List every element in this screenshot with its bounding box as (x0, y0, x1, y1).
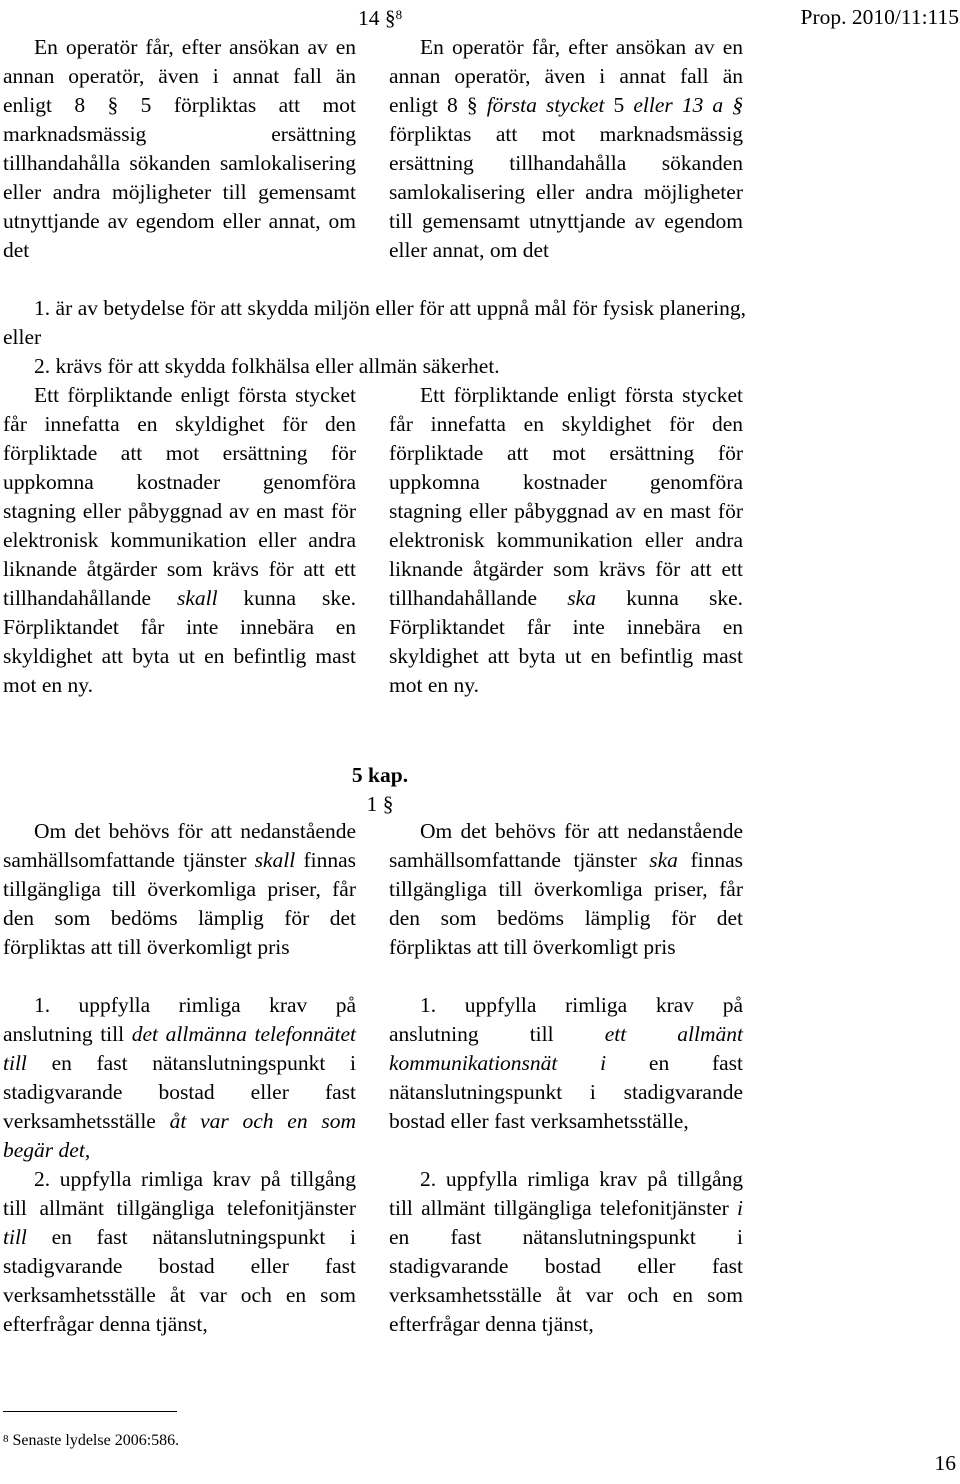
chapter-title: 5 kap. (351, 763, 409, 787)
footnote-text: Senaste lydelse 2006:586. (12, 1432, 180, 1449)
chapter-section: 1 § (366, 792, 394, 816)
new-text-paragraph-2: Ett förpliktande enligt första stycket får innefatta en skyldighet för den förpliktade att mot ersättning för uppkomna kostnader genomföra stagning eller påbyggnad av en mast för elektronisk kommunikation eller andra liknande åtgärder som krävs för att ett tillhandahållande ska kunna ske. Förpliktandet får inte innebära en skyldighet att byta ut en befintlig mast mot en ny. (389, 383, 744, 697)
item-2: 2. krävs för att skydda folkhälsa eller allmän säkerhet. (34, 354, 500, 378)
section-heading (350, 4, 410, 33)
new-text-item-1: 1. uppfylla rimliga krav på anslutning till ett allmänt kommunikationsnät i en fast nätanslutningspunkt i stadigvarande bostad eller fast verksamhetsställe, (389, 993, 744, 1133)
footnote (3, 1431, 179, 1451)
item-1: 1. är av betydelse för att skydda miljön eller för att uppnå mål för fysisk planering, eller (3, 296, 746, 349)
old-text-paragraph-3: Om det behövs för att nedanstående samhällsomfattande tjänster skall finnas tillgängliga till överkomliga priser, får den som bedöms lämplig för det förpliktas att till överkomligt pris (3, 819, 356, 959)
footnote-divider (3, 1411, 177, 1412)
old-text-item-2: 2. uppfylla rimliga krav på tillgång till allmänt tillgängliga telefonitjänster till en fast nätanslutningspunkt i stadigvarande bostad eller fast verksamhetsställe åt var och en som efterfrågar denna tjänst, (3, 1167, 357, 1336)
shared-items (3, 294, 746, 381)
new-text-item-2: 2. uppfylla rimliga krav på tillgång till allmänt tillgängliga telefonitjänster i en fast nätanslutningspunkt i stadigvarande bostad eller fast verksamhetsställe åt var och en som efterfrågar denna tjänst, (389, 1167, 744, 1336)
footnote-number: 8 (3, 1433, 9, 1445)
footnote-ref: 8 (395, 7, 403, 22)
prop-reference: Prop. 2010/11:115 (800, 5, 959, 29)
section-number: 14 § (357, 6, 396, 30)
old-text-paragraph-2: Ett förpliktande enligt första stycket får innefatta en skyldighet för den förpliktade att mot ersättning för uppkomna kostnader genomföra stagning eller påbyggnad av en mast för elektronisk kommunikation eller andra liknande åtgärder som krävs för att ett tillhandahållande skall kunna ske. Förpliktandet får inte innebära en skyldighet att byta ut en befintlig mast mot en ny. (3, 383, 357, 697)
old-text-item-1: 1. uppfylla rimliga krav på anslutning till det allmänna telefonnätet till en fast nätanslutningspunkt i stadigvarande bostad eller fast verksamhetsställe åt var och en som begär det, (3, 993, 357, 1162)
page-number: 16 (934, 1451, 956, 1475)
old-text-paragraph-1: En operatör får, efter ansökan av en annan operatör, även i annat fall än enligt 8 § 5 förpliktas att mot marknadsmässig ersättning tillhandahålla sökanden samlokalisering eller andra möjligheter till gemensamt utnyttjande av egendom eller annat, om det (3, 35, 356, 262)
new-text-paragraph-1: En operatör får, efter ansökan av en annan operatör, även i annat fall än enligt 8 § första stycket 5 eller 13 a § förpliktas att mot marknadsmässig ersättning tillhandahålla sökanden samlokalisering eller andra möjligheter till gemensamt utnyttjande av egendom eller annat, om det (389, 35, 743, 262)
new-text-paragraph-3: Om det behövs för att nedanstående samhällsomfattande tjänster ska finnas tillgängliga till överkomliga priser, får den som bedöms lämplig för det förpliktas att till överkomligt pris (389, 819, 743, 959)
